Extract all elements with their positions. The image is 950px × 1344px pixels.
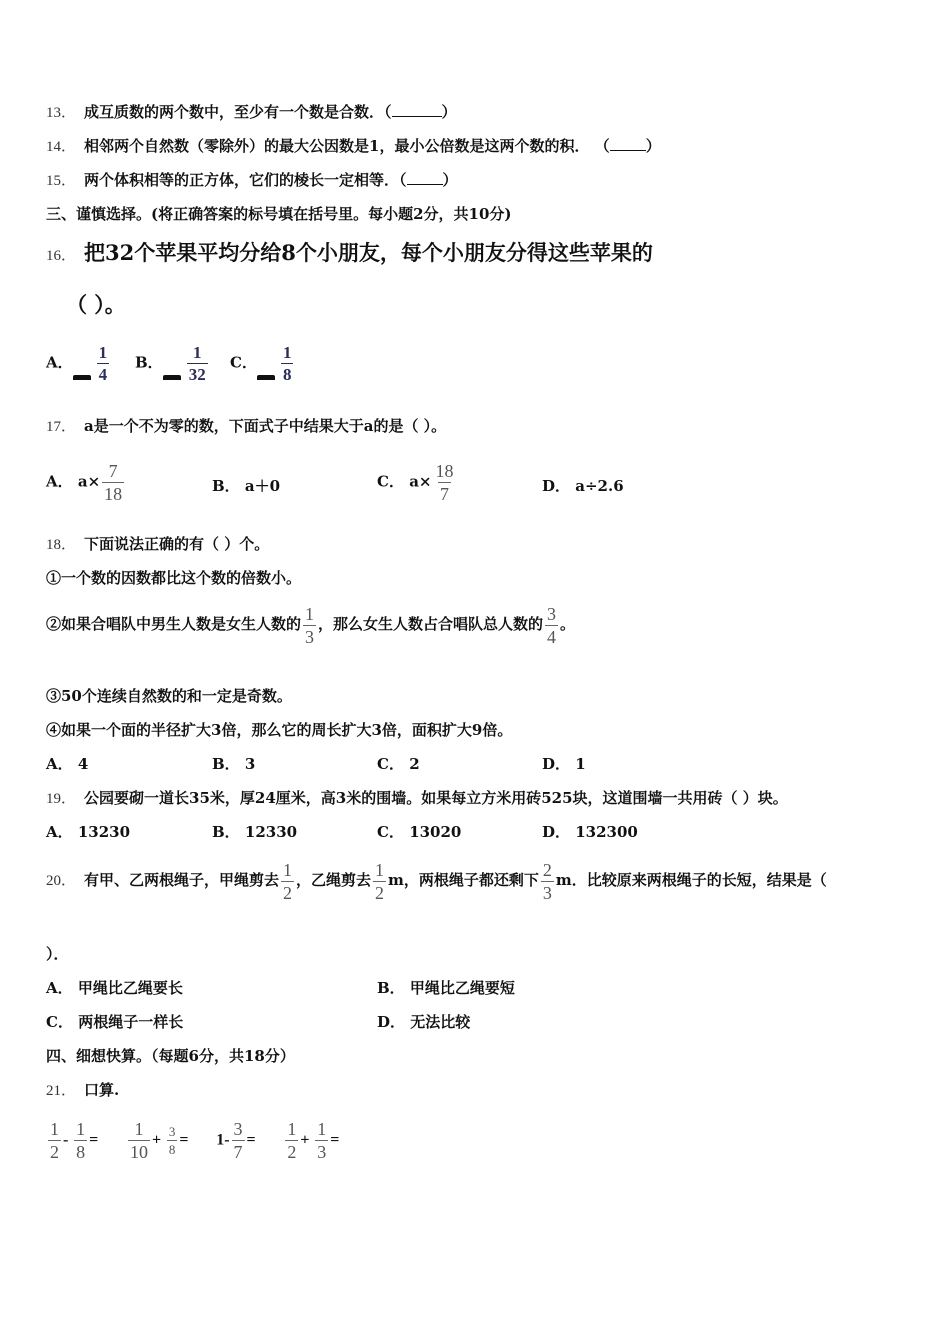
option-label: C．: [46, 1013, 73, 1031]
option-label: B．: [212, 823, 240, 841]
fraction: [102, 462, 124, 503]
question-number: 20．: [46, 873, 77, 889]
option-text: 两根绳子一样长: [78, 1013, 184, 1031]
operator: 1-: [216, 1131, 230, 1149]
denominator: 2: [50, 1142, 59, 1162]
option-text: 13230: [77, 823, 131, 841]
option-label: B．: [377, 979, 405, 997]
question-text: 口算.: [84, 1081, 120, 1099]
question-13: [46, 102, 457, 123]
option-text: 3: [244, 755, 256, 773]
question-16-bracket: （ ）。: [66, 292, 126, 317]
option-label: B．: [212, 477, 240, 495]
option-text: 12330: [244, 823, 298, 841]
denominator: 2: [287, 1142, 297, 1162]
q20-option-b[interactable]: [377, 978, 515, 998]
denominator: 7: [439, 484, 449, 504]
statement-2: [46, 602, 575, 646]
option-label: D．: [542, 477, 571, 495]
numerator: 1: [50, 1119, 59, 1139]
q18-option-b[interactable]: [212, 754, 255, 774]
answer-blank[interactable]: [407, 184, 443, 185]
denominator: 10: [129, 1142, 148, 1162]
q18-option-d[interactable]: [542, 754, 586, 774]
fraction: [433, 462, 455, 503]
q16-option-b[interactable]: [135, 344, 210, 383]
option-text: 甲绳比乙绳要短: [409, 979, 515, 997]
equals-sign: =: [89, 1131, 99, 1149]
denominator: 3: [542, 882, 552, 903]
q16-option-c[interactable]: [230, 344, 295, 383]
statement-text: ②如果合唱队中男生人数是女生人数的: [46, 615, 302, 633]
numerator: 3: [233, 1119, 243, 1139]
question-number: 17．: [46, 419, 77, 435]
option-label: B．: [212, 755, 240, 773]
operator: +: [151, 1131, 162, 1149]
denominator: 2: [283, 882, 293, 903]
option-label: A．: [46, 823, 73, 841]
numerator: 3: [547, 603, 557, 624]
q19-option-a[interactable]: [46, 822, 130, 842]
equals-sign: =: [246, 1131, 256, 1149]
question-text: 把32个苹果平均分给8个小朋友，每个小朋友分得这些苹果的: [84, 240, 653, 265]
bracket-close: ）: [441, 103, 457, 121]
option-text: a÷2.6: [575, 477, 624, 495]
expression-3: [216, 1120, 255, 1161]
fraction: [97, 344, 110, 383]
q20-option-d[interactable]: [377, 1012, 470, 1032]
question-text: 成互质数的两个数中，至少有一个数是合数．（: [84, 103, 392, 121]
numerator: 2: [542, 859, 552, 880]
numerator: 1: [192, 343, 202, 362]
image-fragment: [163, 375, 181, 380]
expression-1: [46, 1120, 98, 1161]
denominator: 3: [317, 1142, 327, 1162]
fraction: [48, 1120, 61, 1161]
question-number: 14．: [46, 139, 77, 155]
question-text: m．比较原来两根绳子的长短，结果是（: [555, 871, 827, 889]
option-label: A．: [46, 472, 73, 491]
question-number: 16．: [46, 248, 77, 264]
question-16: [46, 240, 653, 269]
option-label: D．: [377, 1013, 406, 1031]
option-text: 4: [77, 755, 89, 773]
question-15: [46, 170, 458, 191]
option-text: 1: [575, 755, 586, 773]
fraction: [373, 861, 386, 902]
option-text: a×: [77, 472, 101, 491]
q18-option-a[interactable]: [46, 754, 88, 774]
image-fragment: [73, 375, 91, 380]
option-label: C．: [377, 755, 404, 773]
question-text: m，两根绳子都还剩下: [388, 871, 539, 889]
fraction: [74, 1120, 87, 1161]
numerator: 1: [287, 1119, 297, 1139]
fraction: [541, 861, 554, 902]
statement-3: ③50个连续自然数的和一定是奇数。: [46, 687, 292, 705]
q17-option-c[interactable]: [377, 462, 457, 503]
option-label: A．: [46, 353, 73, 372]
fraction: [281, 344, 294, 383]
option-text: a×: [409, 472, 432, 491]
fraction: [303, 605, 316, 646]
expression-4: [283, 1120, 339, 1161]
fraction: [128, 1120, 150, 1161]
fraction: [281, 861, 294, 902]
denominator: 3: [305, 626, 315, 647]
question-text: 有甲、乙两根绳子，甲绳剪去: [84, 871, 280, 889]
numerator: 1: [98, 343, 108, 362]
question-number: 18．: [46, 537, 77, 553]
fraction: [187, 344, 208, 383]
q20-option-c[interactable]: [46, 1012, 183, 1032]
question-20-close: ）．: [46, 945, 69, 963]
operator: +: [300, 1131, 310, 1149]
question-number: 15．: [46, 173, 77, 189]
statement-1: ①一个数的因数都比这个数的倍数小。: [46, 569, 302, 587]
answer-blank[interactable]: [610, 150, 646, 151]
image-fragment: [257, 375, 275, 380]
denominator: 8: [76, 1142, 86, 1162]
fraction: [545, 605, 558, 646]
section-3-title: 三、谨慎选择。(将正确答案的标号填在括号里。每小题2分，共10分): [46, 205, 512, 223]
bracket-close: ）: [645, 137, 661, 155]
statement-text: ，那么女生人数占合唱队总人数的: [318, 615, 544, 633]
question-14: [46, 136, 661, 157]
question-number: 21．: [46, 1083, 77, 1099]
option-text: 2: [409, 755, 420, 773]
q18-option-c[interactable]: [377, 754, 420, 774]
numerator: 1: [375, 859, 385, 880]
numerator: 1: [76, 1119, 86, 1139]
denominator: 32: [188, 365, 206, 384]
question-21: [46, 1080, 119, 1101]
q19-option-c[interactable]: [377, 822, 461, 842]
option-label: D．: [542, 823, 571, 841]
q17-option-b[interactable]: [212, 476, 280, 496]
option-label: C．: [230, 353, 257, 372]
q17-option-d[interactable]: [542, 476, 624, 496]
mental-math-row: [46, 1120, 363, 1161]
option-text: 甲绳比乙绳要长: [77, 979, 183, 997]
denominator: 8: [168, 1142, 176, 1157]
denominator: 18: [104, 484, 123, 504]
denominator: 2: [375, 882, 385, 903]
fraction: [285, 1120, 298, 1161]
denominator: 8: [282, 365, 292, 384]
option-text: 132300: [575, 823, 638, 841]
q19-option-d[interactable]: [542, 822, 638, 842]
option-label: C．: [377, 472, 404, 491]
numerator: 1: [305, 603, 315, 624]
q17-option-a[interactable]: [46, 462, 126, 503]
option-text: 无法比较: [410, 1013, 471, 1031]
numerator: 3: [168, 1124, 176, 1139]
expression-2: [126, 1120, 189, 1161]
question-text: 公园要砌一道长35米，厚24厘米，高3米的围墙。如果每立方米用砖525块，这道围墙一共用砖（ ）块。: [84, 789, 788, 807]
numerator: 1: [282, 343, 292, 362]
q19-option-b[interactable]: [212, 822, 297, 842]
q20-option-a[interactable]: [46, 978, 183, 998]
numerator: 1: [134, 1119, 144, 1139]
numerator: 7: [108, 461, 118, 481]
question-text: 两个体积相等的正方体，它们的棱长一定相等．（: [84, 171, 407, 189]
denominator: 4: [547, 626, 557, 647]
option-label: C．: [377, 823, 404, 841]
question-19: [46, 788, 788, 809]
option-label: B．: [135, 353, 163, 372]
question-20: [46, 858, 827, 903]
bracket-close: ）: [442, 171, 458, 189]
question-text: 相邻两个自然数（零除外）的最大公因数是1，最小公倍数是这两个数的积． （: [84, 137, 610, 155]
question-number: 19．: [46, 791, 77, 807]
numerator: 1: [317, 1119, 327, 1139]
equals-sign: =: [330, 1131, 340, 1149]
equals-sign: =: [179, 1131, 189, 1149]
denominator: 7: [233, 1142, 243, 1162]
section-4-title: 四、细想快算。（每题6分，共18分）: [46, 1047, 295, 1065]
question-text: 下面说法正确的有（ ）个。: [84, 535, 270, 553]
option-text: 13020: [409, 823, 462, 841]
numerator: 1: [283, 859, 293, 880]
option-label: A．: [46, 755, 73, 773]
numerator: 18: [435, 461, 454, 481]
fraction: [232, 1120, 245, 1161]
question-text: a是一个不为零的数，下面式子中结果大于a的是（ ）。: [84, 417, 447, 435]
question-17: [46, 416, 446, 437]
statement-text: 。: [560, 615, 576, 633]
q16-option-a[interactable]: [46, 344, 111, 383]
question-text: ，乙绳剪去: [296, 871, 372, 889]
fraction: [315, 1120, 328, 1161]
option-label: D．: [542, 755, 571, 773]
denominator: 4: [98, 365, 108, 384]
question-18: [46, 534, 269, 555]
option-text: a＋0: [244, 477, 281, 495]
fraction: [167, 1125, 178, 1156]
answer-blank[interactable]: [392, 116, 442, 117]
option-label: A．: [46, 979, 73, 997]
question-number: 13．: [46, 105, 77, 121]
operator: -: [63, 1131, 69, 1149]
statement-4: ④如果一个面的半径扩大3倍，那么它的周长扩大3倍，面积扩大9倍。: [46, 721, 513, 739]
